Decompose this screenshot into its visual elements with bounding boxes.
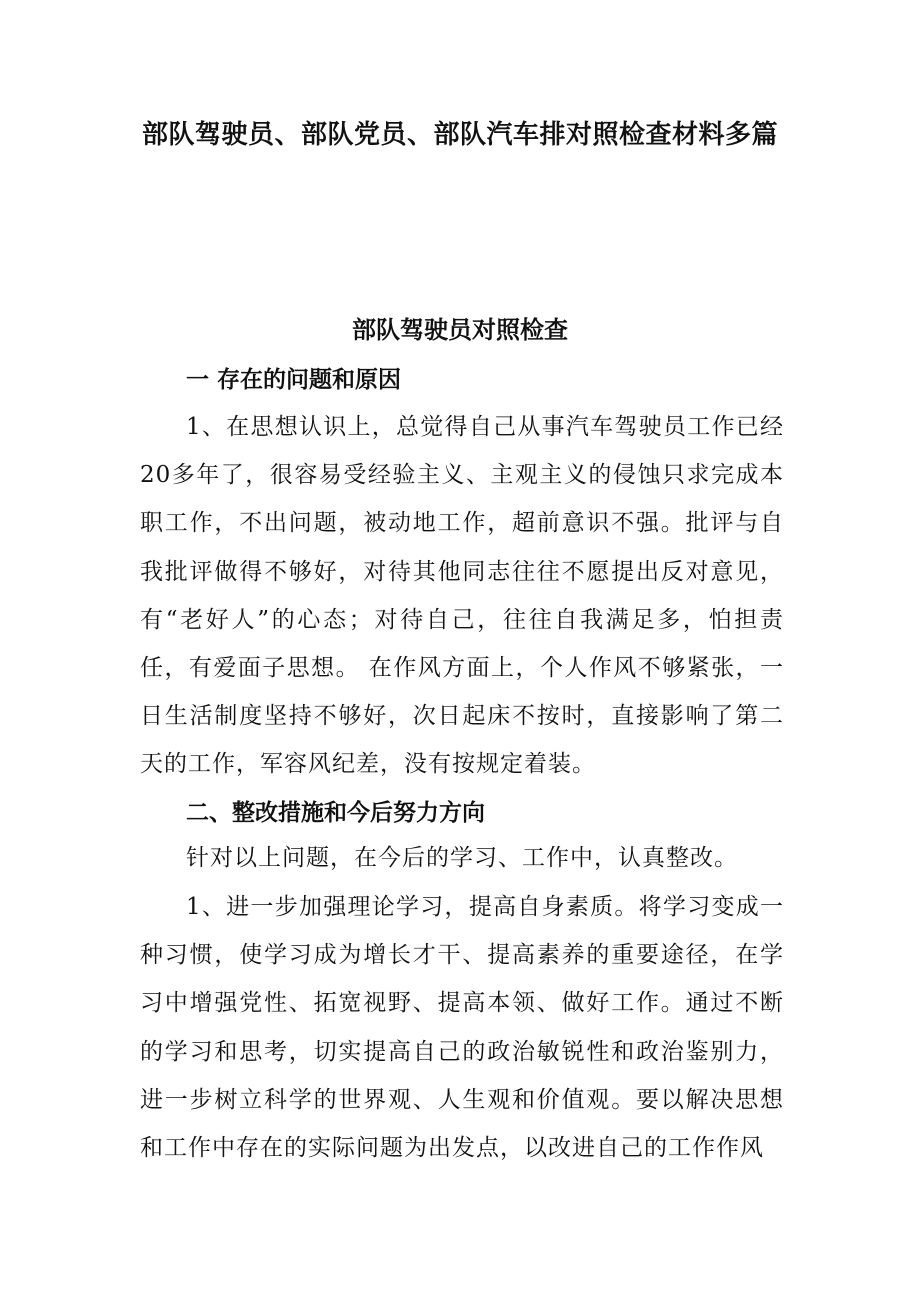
paragraph-thinking-awareness: 1、在思想认识上，总觉得自己从事汽车驾驶员工作已经20多年了，很容易受经验主义、主观主义的侵蚀只求完成本职工作，不出问题，被动地工作，超前意识不强。批评与自我批评做得不够好，对待其他同志往往不愿提出反对意见，有“老好人”的心态；对待自己，往往自我满足多，怕担责任，有爱面子思想。 在作风方面上，个人作风不够紧张，一日生活制度坚持不够好，次日起床不按时，直接影响了第二天的工作，军容风纪差，没有按规定着装。 [140, 414, 784, 778]
heading-rectification-measures: 二、整改措施和今后努力方向 [186, 800, 485, 826]
paragraph-theory-study: 1、进一步加强理论学习，提高自身素质。将学习变成一种习惯，使学习成为增长才干、提高素养的重要途径，在学习中增强党性、拓宽视野、提高本领、做好工作。通过不断的学习和思考，切实提高自己的政治敏锐性和政治鉴别力，进一步树立科学的世界观、人生观和价值观。要以解决思想和工作中存在的实际问题为出发点，以改进自己的工作作风 [140, 894, 784, 1162]
section-title: 部队驾驶员对照检查 [352, 316, 568, 344]
paragraph-rectification-intro: 针对以上问题，在今后的学习、工作中，认真整改。 [186, 845, 738, 871]
heading-problems-and-causes: 一 存在的问题和原因 [186, 367, 402, 393]
document-title: 部队驾驶员、部队党员、部队汽车排对照检查材料多篇 [141, 120, 778, 150]
